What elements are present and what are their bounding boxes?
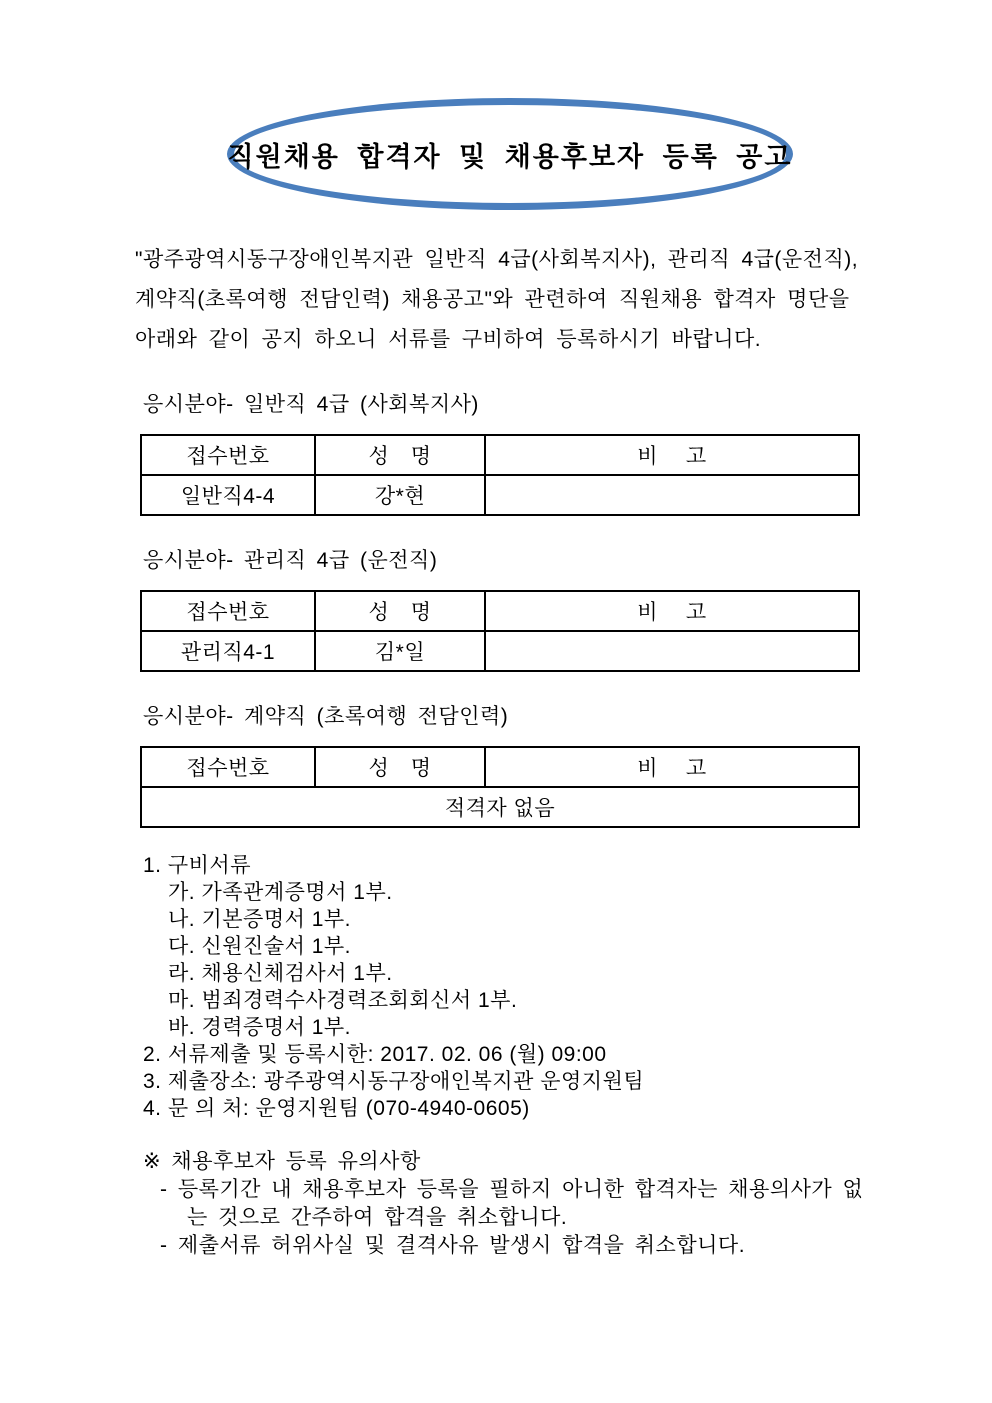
notes-heading: ※ 채용후보자 등록 유의사항 xyxy=(143,1150,421,1173)
details-list xyxy=(143,852,912,1122)
header-cell-name: 성 명 xyxy=(315,747,485,787)
list-item: 가. 가족관계증명서 1부. xyxy=(168,881,393,904)
section-contract-position xyxy=(140,704,992,828)
header-cell-receipt-number: 접수번호 xyxy=(141,591,315,631)
header-cell-receipt-number: 접수번호 xyxy=(141,747,315,787)
cell-name: 김*일 xyxy=(315,631,485,671)
cell-receipt-number: 관리직4-1 xyxy=(141,631,315,671)
title-ellipse xyxy=(227,98,793,210)
section-heading-general: 응시분야- 일반직 4급 (사회복지사) xyxy=(143,393,479,416)
header-cell-remarks: 비 고 xyxy=(485,435,859,475)
list-item: 다. 신원진술서 1부. xyxy=(168,935,352,958)
table-general xyxy=(140,434,860,516)
note-line: 는 것으로 간주하여 합격을 취소합니다. xyxy=(187,1206,568,1229)
table-row xyxy=(141,631,859,671)
list-item: 4. 문 의 처: 운영지원팀 (070-4940-0605) xyxy=(143,1097,530,1120)
table-contract xyxy=(140,746,860,828)
list-item: 2. 서류제출 및 등록시한: 2017. 02. 06 (월) 09:00 xyxy=(143,1043,607,1066)
section-management-position xyxy=(140,548,992,672)
intro-line: 아래와 같이 공지 하오니 서류를 구비하여 등록하시기 바랍니다. xyxy=(135,328,762,351)
section-heading-contract: 응시분야- 계약직 (초록여행 전담인력) xyxy=(143,705,509,728)
list-item: 마. 범죄경력수사경력조회회신서 1부. xyxy=(168,989,518,1012)
note-line: - 등록기간 내 채용후보자 등록을 필하지 아니한 합격자는 채용의사가 없 xyxy=(160,1178,864,1201)
header-cell-name: 성 명 xyxy=(315,435,485,475)
table-header-row xyxy=(141,435,859,475)
table-row xyxy=(141,475,859,515)
notes-section xyxy=(143,1148,912,1260)
intro-line: "광주광역시동구장애인복지관 일반직 4급(사회복지사), 관리직 4급(운전직), xyxy=(135,248,859,271)
list-item: 1. 구비서류 xyxy=(143,854,251,877)
cell-remarks xyxy=(485,631,859,671)
header-cell-remarks: 비 고 xyxy=(485,747,859,787)
header-cell-name: 성 명 xyxy=(315,591,485,631)
table-header-row xyxy=(141,591,859,631)
intro-line: 계약직(초록여행 전담인력) 채용공고"와 관련하여 직원채용 합격자 명단을 xyxy=(135,288,850,311)
page-title: 직원채용 합격자 및 채용후보자 등록 공고 xyxy=(227,141,793,172)
cell-name: 강*현 xyxy=(315,475,485,515)
intro-paragraph xyxy=(135,240,862,360)
header-cell-receipt-number: 접수번호 xyxy=(141,435,315,475)
cell-remarks xyxy=(485,475,859,515)
list-item: 라. 채용신체검사서 1부. xyxy=(168,962,393,985)
cell-receipt-number: 일반직4-4 xyxy=(141,475,315,515)
cell-no-qualified-applicant: 적격자 없음 xyxy=(141,787,859,827)
header-cell-remarks: 비 고 xyxy=(485,591,859,631)
section-heading-management: 응시분야- 관리직 4급 (운전직) xyxy=(143,549,438,572)
list-item: 3. 제출장소: 광주광역시동구장애인복지관 운영지원팀 xyxy=(143,1070,645,1093)
table-row xyxy=(141,787,859,827)
section-general-position xyxy=(140,392,992,516)
list-item: 바. 경력증명서 1부. xyxy=(168,1016,352,1039)
table-management xyxy=(140,590,860,672)
table-header-row xyxy=(141,747,859,787)
note-line: - 제출서류 허위사실 및 결격사유 발생시 합격을 취소합니다. xyxy=(160,1234,746,1257)
list-item: 나. 기본증명서 1부. xyxy=(168,908,352,931)
